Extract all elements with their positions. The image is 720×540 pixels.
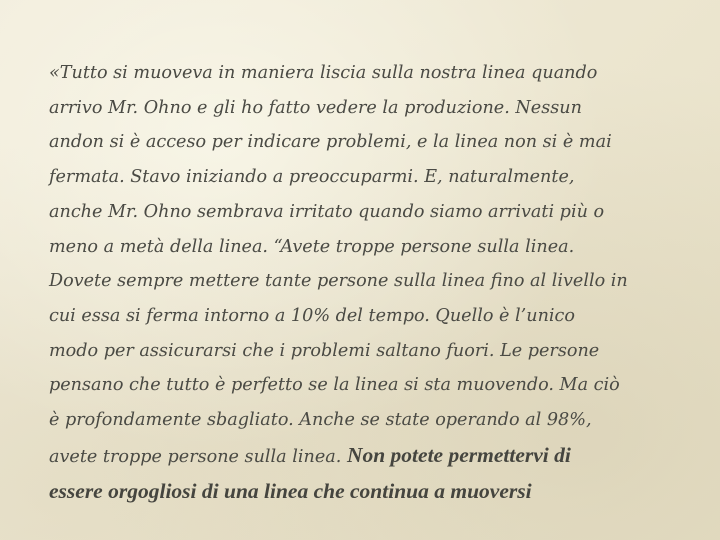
quote-line-plain-part: avete troppe persone sulla linea. (49, 446, 347, 467)
quote-line: è profondamente sbagliato. Anche se state operando al 98%, (49, 410, 592, 431)
quote-line: Dovete sempre mettere tante persone sulla linea fino al livello in (49, 271, 628, 292)
quote-text (49, 56, 689, 511)
quote-emphasis: Non potete permettervi di (346, 442, 571, 467)
quote-line: fermata. Stavo iniziando a preoccuparmi. E, naturalmente, (49, 167, 575, 188)
quote-line: cui essa si ferma intorno a 10% del tempo. Quello è l’unico (49, 305, 575, 326)
quote-line: anche Mr. Ohno sembrava irritato quando siamo arrivati più o (49, 201, 605, 222)
quote-line-emphasis (49, 474, 689, 511)
quote-line: arrivo Mr. Ohno e gli ho fatto vedere la produzione. Nessun (49, 97, 582, 118)
quote-line-mixed (49, 438, 689, 475)
quote-line: «Tutto si muoveva in maniera liscia sulla nostra linea quando (49, 63, 598, 83)
quote-line: pensano che tutto è perfetto se la linea si sta muovendo. Ma ciò (49, 375, 620, 396)
quote-line: andon si è acceso per indicare problemi, e la linea non si è mai (49, 132, 612, 153)
quote-emphasis: essere orgogliosi di una linea che continua a muoversi (49, 479, 532, 504)
quote-line: meno a metà della linea. “Avete troppe persone sulla linea. (49, 236, 575, 257)
quote-line: modo per assicurarsi che i problemi saltano fuori. Le persone (49, 340, 600, 361)
